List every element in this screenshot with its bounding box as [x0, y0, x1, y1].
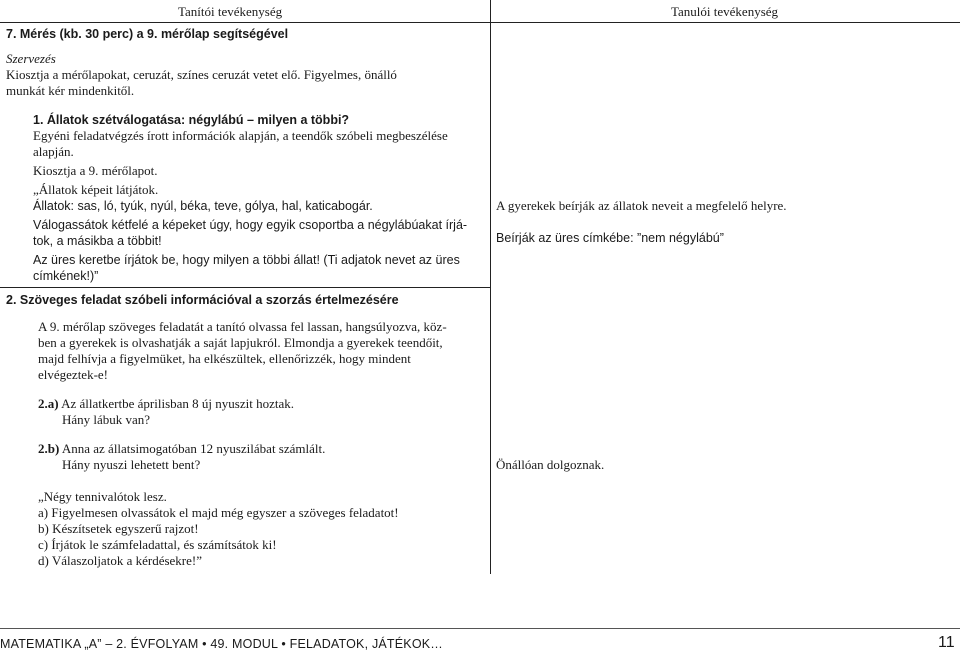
task-1-text-line: tok, a másikba a többit! [33, 234, 162, 248]
task-2-text-line: ben a gyerekek is olvashatják a saját lapjukról. Elmondja a gyerekek teendőit, [38, 335, 443, 350]
task-2a-line [38, 396, 294, 412]
task-2-text-line: elvégeztek-e! [38, 367, 109, 382]
todo-line: a) Figyelmesen olvassátok el majd még egyszer a szöveges feladatot! [38, 505, 399, 520]
task-1-text-line: címkének!)” [33, 269, 99, 283]
task-1-text-line: Válogassátok kétfelé a képeket úgy, hogy egyik csoportba a négylábúakat írjá- [33, 218, 468, 232]
task-1-text-line: Az üres keretbe írjátok be, hogy milyen a többi állat! (Ti adjatok nevet az üres [33, 253, 460, 267]
page-number: 11 [938, 634, 955, 651]
task-2a-text: Az állatkertbe áprilisban 8 új nyuszit hoztak. [58, 396, 294, 411]
organization-text-line: Kiosztja a mérőlapokat, ceruzát, színes ceruzát vetet elő. Figyelmes, önálló [6, 67, 397, 82]
task-2a-question: Hány lábuk van? [62, 412, 151, 427]
todo-line: c) Írjátok le számfeladattal, és számítsátok ki! [38, 537, 277, 552]
task-2-text-line: majd felhívja a figyelmüket, ha elkészültek, ellenőrizzék, hogy mindent [38, 351, 411, 366]
header-student-column: Tanulói tevékenység [671, 4, 779, 19]
task-1-text-line: Egyéni feladatvégzés írott információk alapján, a teendők szóbeli megbeszélése [33, 128, 448, 143]
header-underline [0, 22, 960, 23]
organization-label: Szervezés [6, 51, 56, 66]
student-activity-2: Beírják az üres címkébe: ”nem négylábú” [496, 231, 724, 245]
organization-text-line: munkát kér mindenkitől. [6, 83, 135, 98]
todo-line: b) Készítsetek egyszerű rajzot! [38, 521, 199, 536]
task-1-text-line: alapján. [33, 144, 74, 159]
task-2-text-line: A 9. mérőlap szöveges feladatát a tanító olvassa fel lassan, hangsúlyozva, köz- [38, 319, 447, 334]
section-7-title: 7. Mérés (kb. 30 perc) a 9. mérőlap segítségével [6, 27, 289, 41]
task-1-text-line: „Állatok képeit látjátok. [33, 182, 159, 197]
footer-rule [0, 628, 960, 629]
task2-divider-line [0, 287, 490, 288]
todo-line: „Négy tennivalótok lesz. [38, 489, 167, 504]
task-2b-question: Hány nyuszi lehetett bent? [62, 457, 201, 472]
task-2b-label: 2.b) [38, 441, 60, 456]
task-1-text-line: Kiosztja a 9. mérőlapot. [33, 163, 158, 178]
task-2b-text: Anna az állatsimogatóban 12 nyuszilábat számlált. [59, 441, 326, 456]
todo-line: d) Válaszoljatok a kérdésekre!” [38, 553, 202, 568]
task-2a-label: 2.a) [38, 396, 59, 411]
header-teacher-column: Tanítói tevékenység [178, 4, 283, 19]
footer-text: MATEMATIKA „A” – 2. ÉVFOLYAM • 49. MODUL • FELADATOK, JÁTÉKOK… [0, 637, 444, 651]
task-2b-line [38, 441, 325, 457]
task-2-title: 2. Szöveges feladat szóbeli információval a szorzás értelmezésére [6, 293, 399, 307]
student-activity-3: Önállóan dolgoznak. [496, 457, 605, 472]
student-activity-1: A gyerekek beírják az állatok neveit a megfelelő helyre. [496, 198, 787, 213]
task-1-text-line: Állatok: sas, ló, tyúk, nyúl, béka, teve, gólya, hal, katicabogár. [33, 199, 373, 213]
task-1-title: 1. Állatok szétválogatása: négylábú – milyen a többi? [33, 113, 350, 127]
column-divider-line [490, 0, 491, 574]
